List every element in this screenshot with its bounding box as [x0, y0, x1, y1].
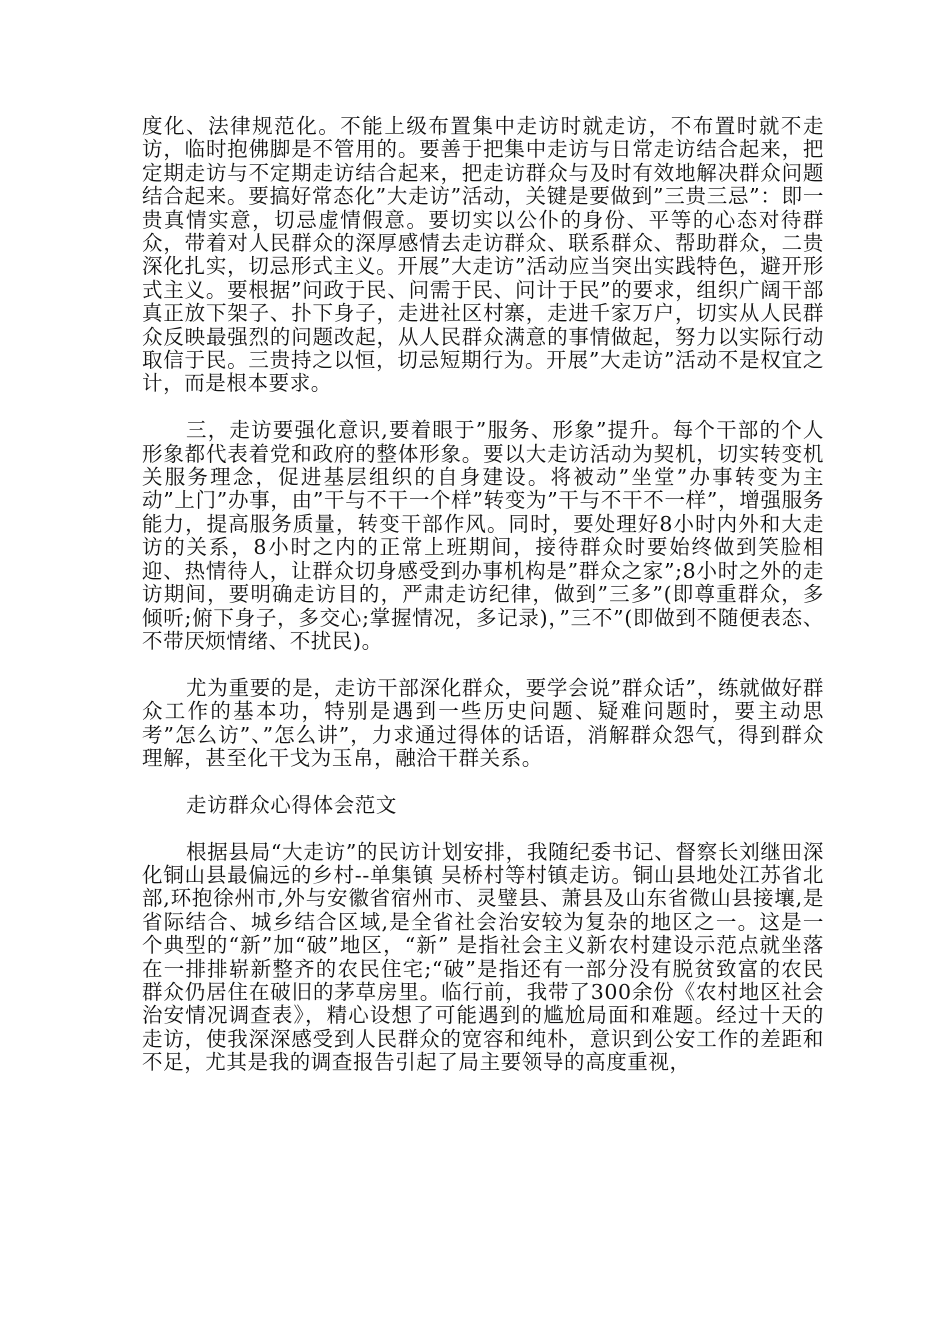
paragraph-4: 根据县局“大走访”的民访计划安排，我随纪委书记、督察长刘继田深化铜山县最偏远的乡村--单集镇 吴桥村等村镇走访。铜山县地处江苏省北部,环抱徐州市,外与安徽省宿州市、灵璧县、萧县及山东省微山县接壤,是省际结合、城乡结合区域,是全省社会治安较为复杂的地区之一。这是一个典型的“新”加“破”地区，“新” 是指社会主义新农村建设示范点就坐落在一排排崭新整齐的农民住宅;“破”是指还有一部分没有脱贫致富的农民群众仍居住在破旧的茅草房里。临行前，我带了300余份《农村地区社会治安情况调查表》，精心设想了可能遇到的尴尬局面和难题。经过十天的走访，使我深深感受到人民群众的宽容和纯朴，意识到公安工作的差距和不足，尤其是我的调查报告引起了局主要领导的高度重视， — [142, 839, 824, 1075]
paragraph-3: 尤为重要的是，走访干部深化群众，要学会说”群众话”，练就做好群众工作的基本功，特别是遇到一些历史问题、疑难问题时，要主动思考”怎么访”、”怎么讲”，力求通过得体的话语，消解群众怨气，得到群众理解，甚至化干戈为玉帛，融洽干群关系。 — [142, 675, 824, 770]
paragraph-2: 三，走访要强化意识,要着眼于”服务、形象”提升。每个干部的个人形象都代表着党和政府的整体形象。要以大走访活动为契机，切实转变机关服务理念，促进基层组织的自身建设。将被动”坐堂”办事转变为主动”上门”办事，由”干与不干一个样”转变为”干与不干不一样”，增强服务能力，提高服务质量，转变干部作风。同时，要处理好8小时内外和大走访的关系，8小时之内的正常上班期间，接待群众时要始终做到笑脸相迎、热情待人，让群众切身感受到办事机构是”群众之家”;8小时之外的走访期间，要明确走访目的，严肃走访纪律，做到”三多”(即尊重群众，多倾听;俯下身子，多交心;掌握情况，多记录)，”三不”(即做到不随便表态、不带厌烦情绪、不扰民)。 — [142, 418, 824, 653]
document-page — [142, 115, 824, 1098]
section-title: 走访群众心得体会范文 — [186, 792, 397, 817]
paragraph-1: 度化、法律规范化。不能上级布置集中走访时就走访，不布置时就不走访，临时抱佛脚是不管用的。要善于把集中走访与日常走访结合起来，把定期走访与不定期走访结合起来，把走访群众与及时有效地解决群众问题结合起来。要搞好常态化”大走访”活动，关键是要做到”三贵三忌”：即一贵真情实意，切忌虚情假意。要切实以公仆的身份、平等的心态对待群众，带着对人民群众的深厚感情去走访群众、联系群众、帮助群众，二贵深化扎实，切忌形式主义。开展”大走访”活动应当突出实践特色，避开形式主义。要根据”问政于民、问需于民、问计于民”的要求，组织广阔干部真正放下架子、扑下身子，走进社区村寨，走进千家万户，切实从人民群众反映最强烈的问题改起，从人民群众满意的事情做起，努力以实际行动取信于民。三贵持之以恒，切忌短期行为。开展”大走访”活动不是权宜之计，而是根本要求。 — [142, 114, 824, 396]
